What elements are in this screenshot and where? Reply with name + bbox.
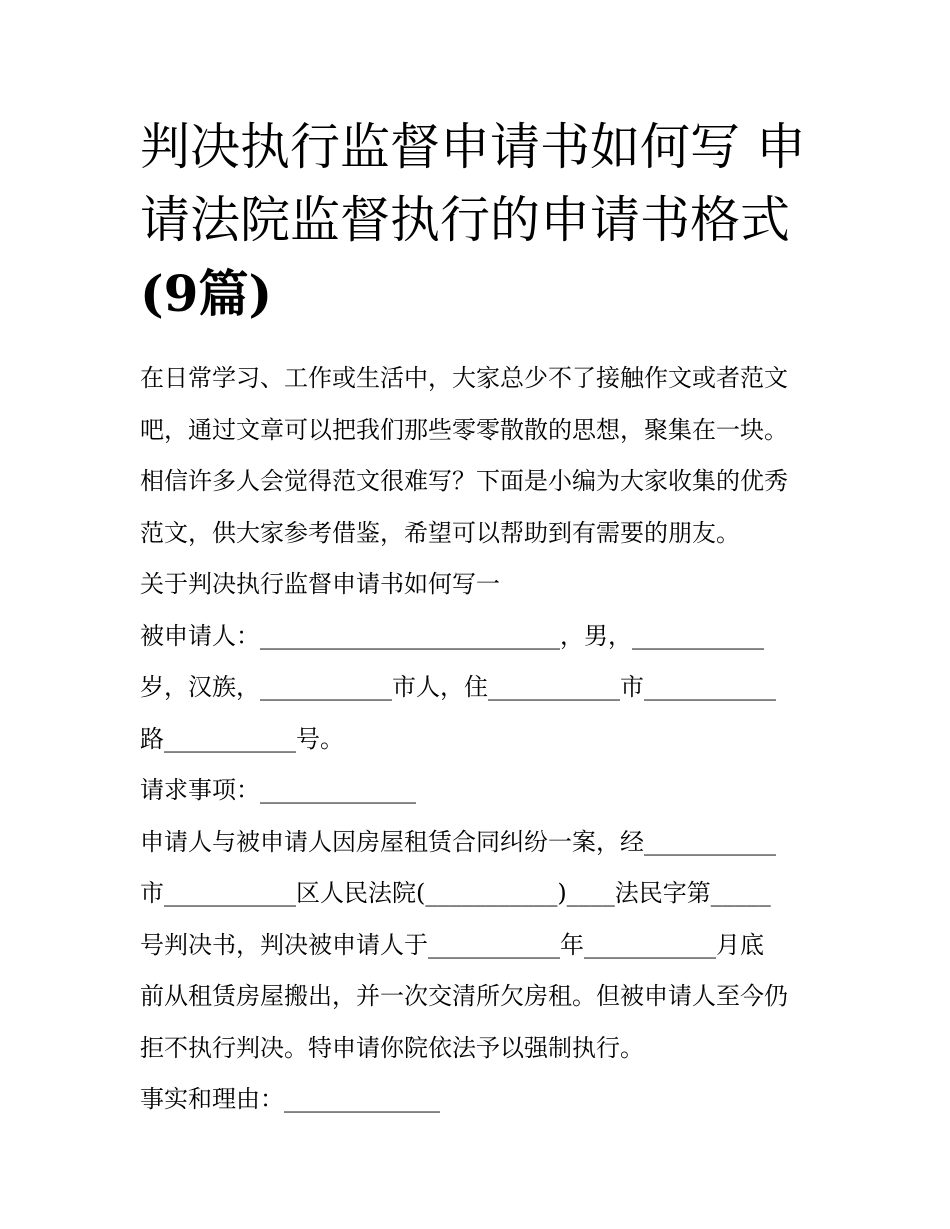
form-line: 号判决书，判决被申请人于___________年___________月底 — [140, 930, 764, 959]
form-line: 申请人与被申请人因房屋租赁合同纠纷一案，经___________ — [140, 827, 776, 856]
form-line: 被申请人：_________________________，男，___________ — [140, 621, 764, 650]
title-line-1: 判决执行监督申请书如何写 申 — [140, 118, 806, 176]
form-line: 事实和理由：_____________ — [140, 1085, 440, 1113]
intro-line: 吧，通过文章可以把我们那些零零散散的思想，聚集在一块。 — [140, 415, 788, 444]
form-line: 岁，汉族，___________市人，住___________市___________ — [140, 673, 776, 701]
intro-line: 在日常学习、工作或生活中，大家总少不了接触作文或者范文 — [140, 364, 788, 392]
intro-line: 相信许多人会觉得范文很难写？下面是小编为大家收集的优秀 — [140, 467, 788, 495]
form-line: 拒不执行判决。特申请你院依法予以强制执行。 — [140, 1033, 644, 1062]
document-body — [140, 353, 820, 1126]
title-line-3: (9篇) — [140, 264, 273, 323]
document-title — [140, 111, 820, 330]
form-line: 前从租赁房屋搬出，并一次交清所欠房租。但被申请人至今仍 — [140, 982, 788, 1010]
form-line: 市___________区人民法院(___________)____法民字第_____ — [140, 879, 771, 907]
form-line: 请求事项：_____________ — [140, 776, 416, 804]
intro-line: 范文，供大家参考借鉴，希望可以帮助到有需要的朋友。 — [140, 518, 740, 547]
section-heading: 关于判决执行监督申请书如何写一 — [140, 570, 500, 598]
title-line-2: 请法院监督执行的申请书格式 — [140, 191, 790, 249]
form-line: 路___________号。 — [140, 724, 344, 753]
